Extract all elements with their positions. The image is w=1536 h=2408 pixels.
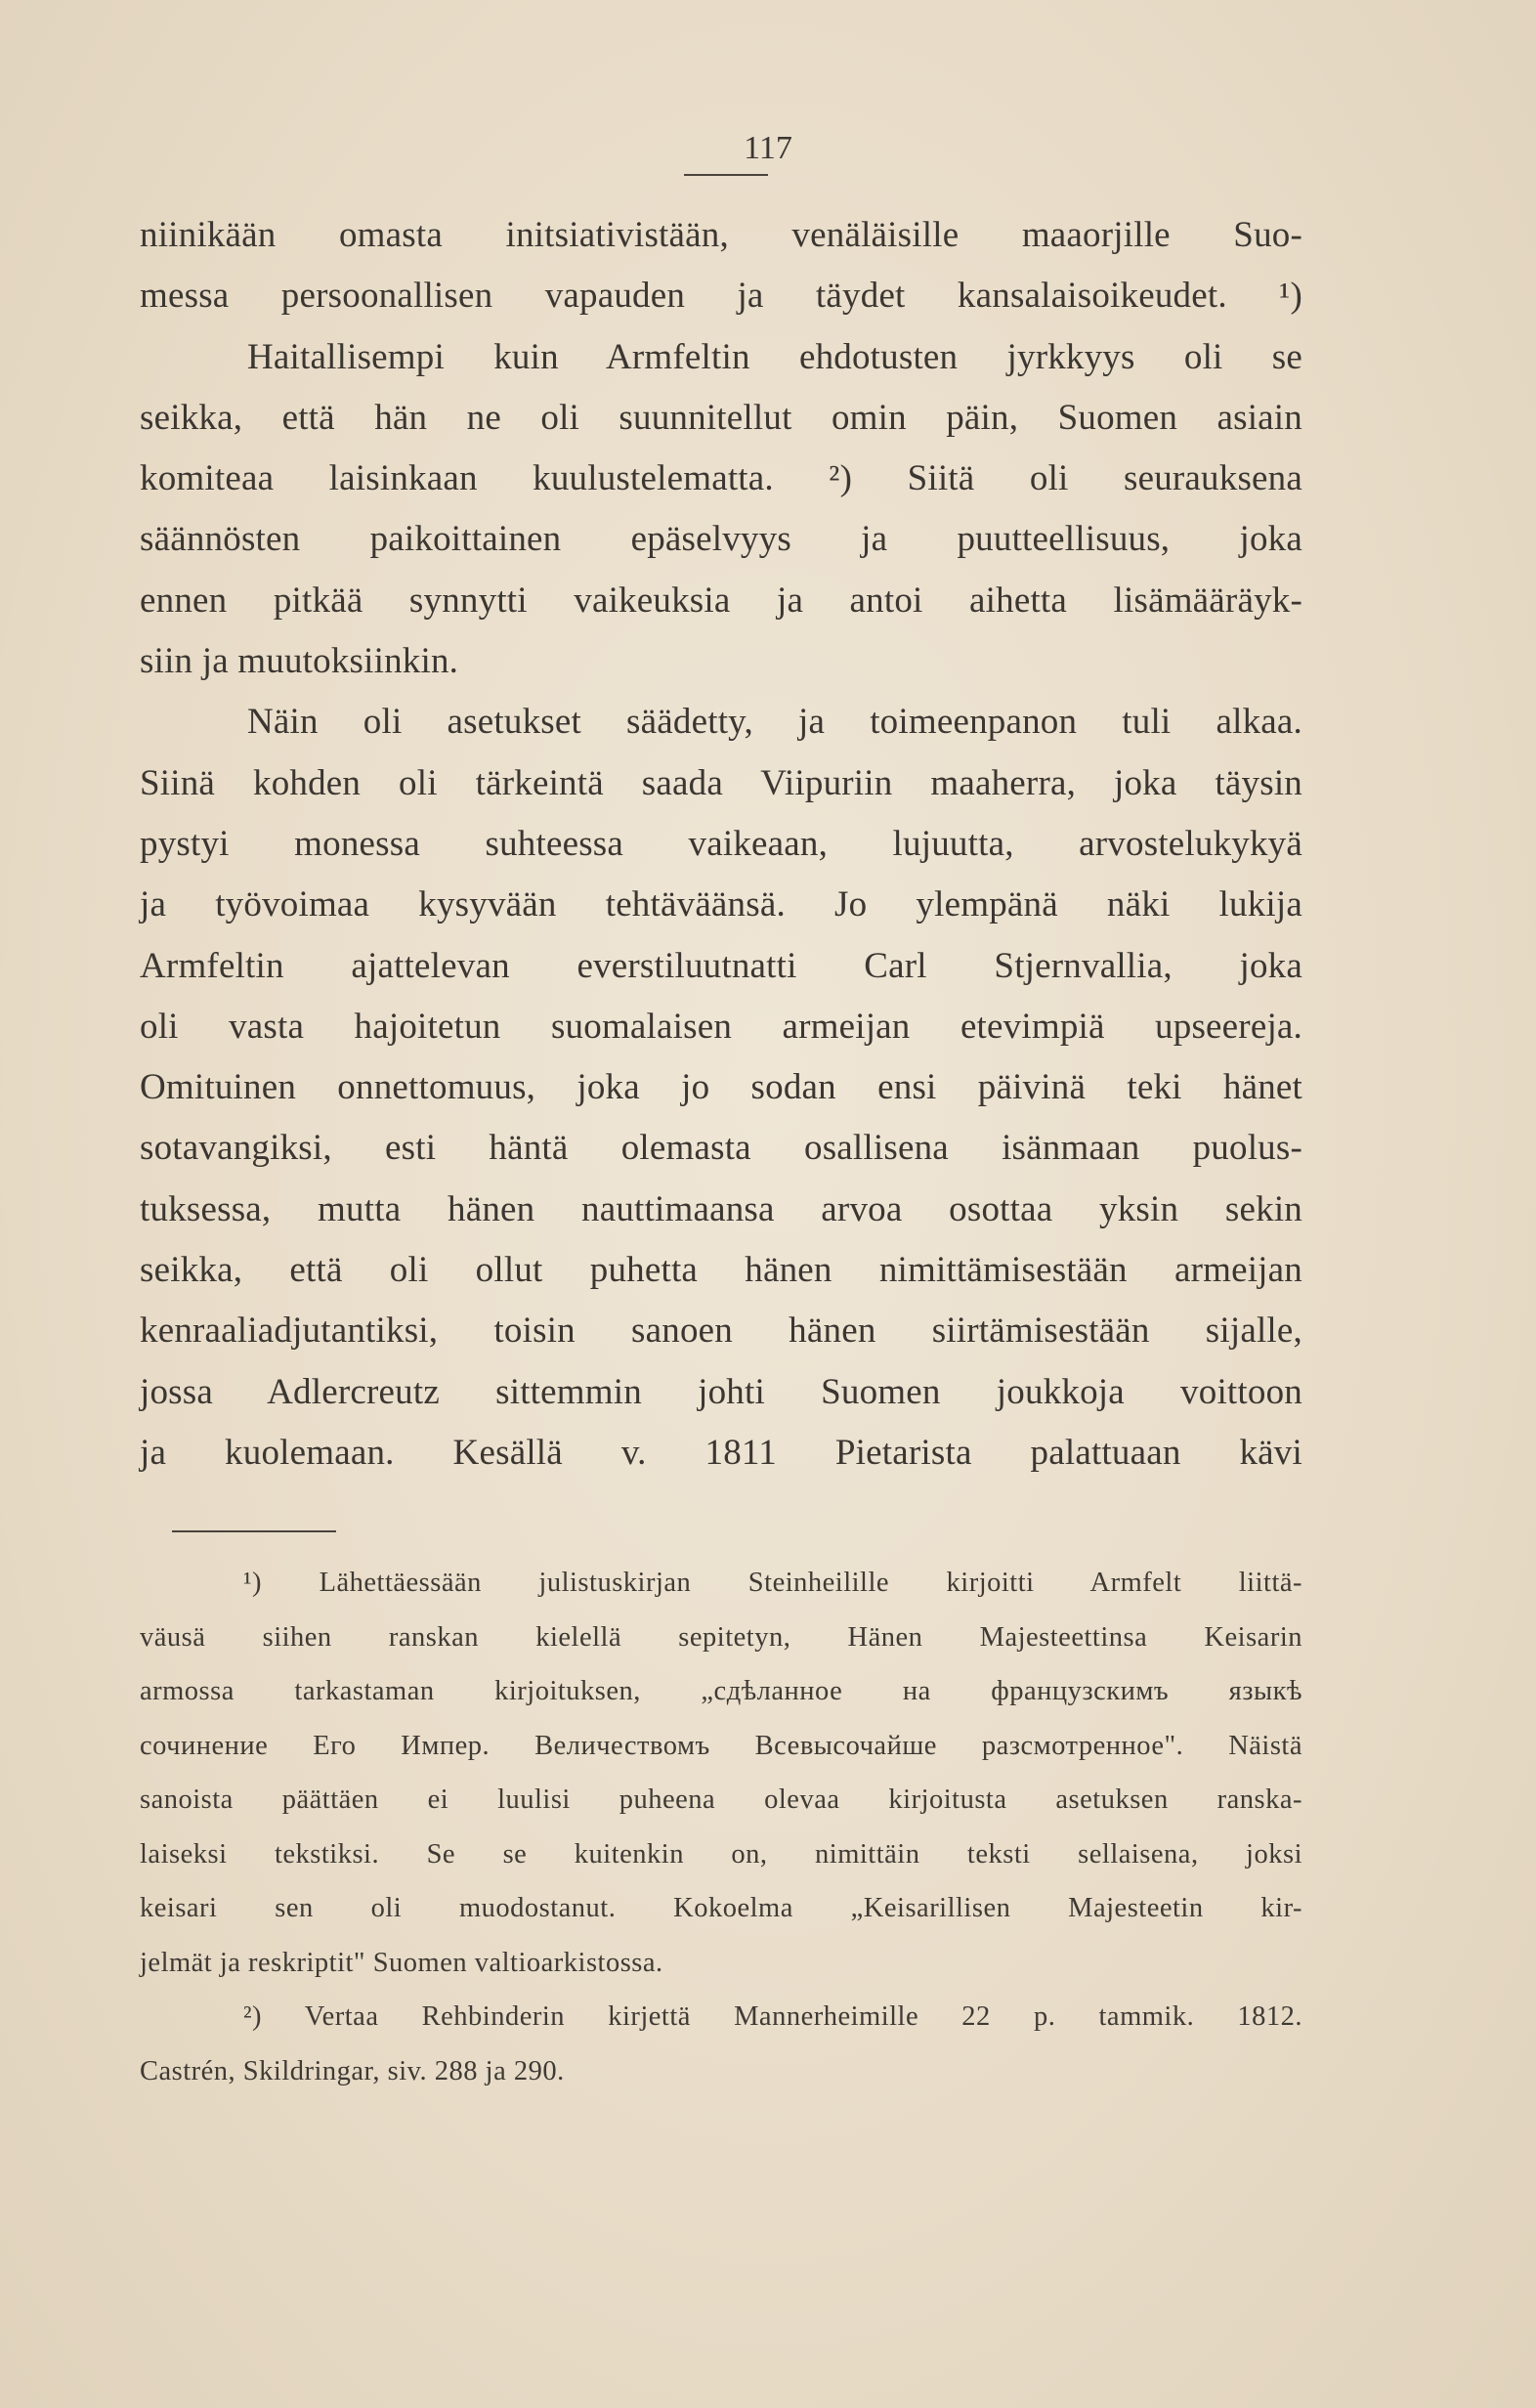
footnotes bbox=[140, 1556, 1302, 2098]
text-line: Siinä kohden oli tärkeintä saada Viipuriin maaherra, joka täysin bbox=[140, 762, 1302, 803]
footnote-line: jelmät ja reskriptit" Suomen valtioarkistossa. bbox=[140, 1947, 663, 1978]
footnote-line: keisari sen oli muodostanut. Kokoelma „Keisarillisen Majesteetin kir- bbox=[140, 1893, 1302, 1923]
text-line: seikka, että oli ollut puhetta hänen nimittämisestään armeijan bbox=[140, 1250, 1302, 1291]
text-line: säännösten paikoittainen epäselvyys ja puutteellisuus, joka bbox=[140, 519, 1302, 560]
text-line: Haitallisempi kuin Armfeltin ehdotusten jyrkkyys oli se bbox=[247, 336, 1302, 377]
page-number-rule bbox=[684, 174, 768, 176]
footnote-line: ²) Vertaa Rehbinderin kirjettä Mannerheimille 22 p. tammik. 1812. bbox=[243, 2001, 1302, 2032]
footnote-line: ¹) Lähettäessään julistuskirjan Steinheilille kirjoitti Armfelt liittä- bbox=[243, 1568, 1302, 1598]
text-line: niinikään omasta initsiativistään, venäläisille maaorjille Suo- bbox=[140, 215, 1302, 255]
page-number: 117 bbox=[744, 130, 792, 166]
footnote-line: armossa tarkastaman kirjoituksen, „сдѣланное на французскимъ языкѣ bbox=[140, 1676, 1302, 1706]
text-line: tuksessa, mutta hänen nauttimaansa arvoa osottaa yksin sekin bbox=[140, 1188, 1302, 1229]
footnote-line: сочинение Его Импер. Величествомъ Всевысочайше разсмотренное". Näistä bbox=[140, 1730, 1302, 1761]
text-line: kenraaliadjutantiksi, toisin sanoen hänen siirtämisestään sijalle, bbox=[140, 1311, 1302, 1352]
text-line: jossa Adlercreutz sittemmin johti Suomen joukkoja voittoon bbox=[140, 1371, 1302, 1412]
text-line: ja työvoimaa kysyvään tehtäväänsä. Jo ylempänä näki lukija bbox=[140, 884, 1302, 925]
text-line: Näin oli asetukset säädetty, ja toimeenpanon tuli alkaa. bbox=[247, 702, 1302, 743]
text-line: siin ja muutoksiinkin. bbox=[140, 641, 459, 682]
footnote-separator bbox=[172, 1530, 336, 1532]
text-line: seikka, että hän ne oli suunnitellut omin päin, Suomen asiain bbox=[140, 397, 1302, 438]
text-line: pystyi monessa suhteessa vaikeaan, lujuutta, arvostelukykyä bbox=[140, 823, 1302, 864]
text-line: Armfeltin ajattelevan everstiluutnatti Carl Stjernvallia, joka bbox=[140, 945, 1302, 986]
text-line: Omituinen onnettomuus, joka jo sodan ensi päivinä teki hänet bbox=[140, 1067, 1302, 1108]
text-line: sotavangiksi, esti häntä olemasta osallisena isänmaan puolus- bbox=[140, 1128, 1302, 1169]
text-line: ennen pitkää synnytti vaikeuksia ja antoi aihetta lisämääräyk- bbox=[140, 580, 1302, 621]
text-line: messa persoonallisen vapauden ja täydet kansalaisoikeudet. ¹) bbox=[140, 276, 1302, 317]
footnote-line: Castrén, Skildringar, siv. 288 ja 290. bbox=[140, 2055, 565, 2086]
text-line: komiteaa laisinkaan kuulustelematta. ²) Siitä oli seurauksena bbox=[140, 458, 1302, 499]
footnote-line: laiseksi tekstiksi. Se se kuitenkin on, nimittäin teksti sellaisena, joksi bbox=[140, 1838, 1302, 1870]
body-text bbox=[140, 205, 1302, 1484]
text-line: ja kuolemaan. Kesällä v. 1811 Pietarista palattuaan kävi bbox=[140, 1432, 1302, 1473]
text-line: oli vasta hajoitetun suomalaisen armeijan etevimpiä upseereja. bbox=[140, 1006, 1302, 1047]
footnote-line: sanoista päättäen ei luulisi puheena olevaa kirjoitusta asetuksen ranska- bbox=[140, 1784, 1302, 1815]
footnote-line: väusä siihen ranskan kielellä sepitetyn, Hänen Majesteettinsa Keisarin bbox=[140, 1621, 1302, 1653]
